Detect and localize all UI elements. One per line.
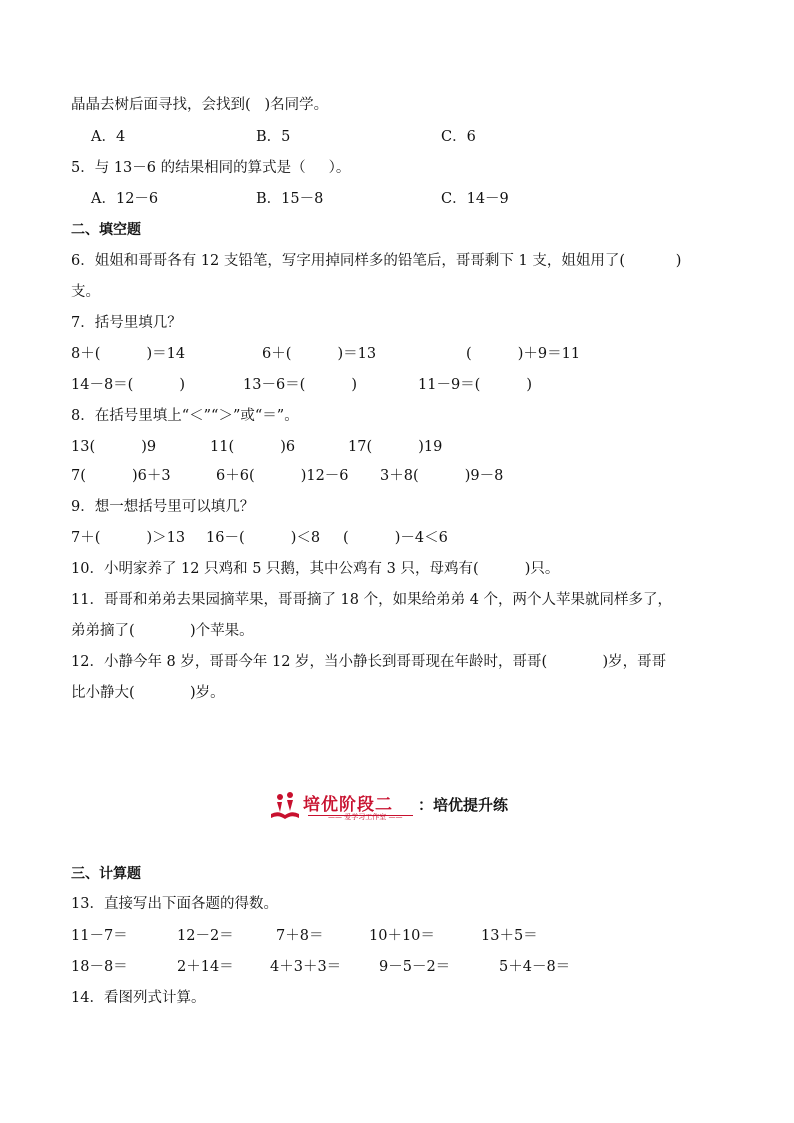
banner-title: 培优阶段二	[303, 795, 393, 815]
q8-r2-c3: 3＋8( )9－8	[380, 468, 504, 484]
section-3-title: 三、计算题	[71, 866, 141, 882]
q13-r2-c2: 2＋14＝	[177, 959, 234, 975]
q13-r1-c2: 12－2＝	[177, 928, 234, 944]
q11-line-2: 弟弟摘了( )个苹果。	[71, 623, 254, 639]
q14-title: 14．看图列式计算。	[71, 990, 206, 1006]
q9-c2: 16－( )＜8	[206, 530, 321, 546]
q8-r2-c2: 6＋6( )12－6	[216, 468, 349, 484]
q13-r2-c3: 4＋3＋3＝	[270, 959, 342, 975]
q6-line-1: 6．姐姐和哥哥各有 12 支铅笔，写字用掉同样多的铅笔后，哥哥剩下 1 支，姐姐用了( )	[71, 253, 682, 269]
q6-line-2: 支。	[71, 284, 100, 300]
q13-r2-c5: 5＋4－8＝	[499, 959, 571, 975]
section-2-title: 二、填空题	[71, 222, 141, 238]
q7-r1-c1: 8＋( )＝14	[71, 346, 186, 362]
q13-r1-c5: 13＋5＝	[481, 928, 538, 944]
q7-title: 7．括号里填几？	[71, 315, 182, 331]
q8-r1-c1: 13( )9	[71, 439, 157, 455]
q9-c1: 7＋( )＞13	[71, 530, 186, 546]
banner-subtitle: —— 爱学习工作室 ——	[328, 813, 403, 821]
q13-r1-c4: 10＋10＝	[369, 928, 435, 944]
q4-option-b: B．5	[256, 129, 291, 145]
q7-r1-c3: ( )＋9＝11	[466, 346, 581, 362]
q8-r2-c1: 7( )6＋3	[71, 468, 171, 484]
q12-line-1: 12．小静今年 8 岁，哥哥今年 12 岁，当小静长到哥哥现在年龄时，哥哥( )岁，哥哥	[71, 654, 667, 670]
q4-stem: 晶晶去树后面寻找，会找到( )名同学。	[71, 97, 329, 113]
q9-title: 9．想一想括号里可以填几？	[71, 499, 255, 515]
q13-r1-c3: 7＋8＝	[276, 928, 324, 944]
q4-option-a: A．4	[91, 129, 126, 145]
q8-r1-c3: 17( )19	[348, 439, 443, 455]
reading-kids-logo-icon	[268, 790, 302, 824]
q13-r1-c1: 11－7＝	[71, 928, 128, 944]
banner-right-text: ：培优提升练	[418, 796, 509, 814]
q7-r2-c1: 14－8＝( )	[71, 377, 186, 393]
q10: 10．小明家养了 12 只鸡和 5 只鹅，其中公鸡有 3 只，母鸡有( )只。	[71, 561, 560, 577]
q5-option-a: A．12－6	[91, 191, 159, 207]
q7-r2-c2: 13－6＝( )	[243, 377, 358, 393]
q7-r2-c3: 11－9＝( )	[418, 377, 533, 393]
q13-r2-c1: 18－8＝	[71, 959, 128, 975]
stage-banner	[268, 790, 538, 830]
q13-r2-c4: 9－5－2＝	[379, 959, 451, 975]
q13-title: 13．直接写出下面各题的得数。	[71, 896, 278, 912]
q8-title: 8．在括号里填上“＜”“＞”或“＝”。	[71, 408, 299, 424]
q5-option-b: B．15－8	[256, 191, 324, 207]
q8-r1-c2: 11( )6	[210, 439, 296, 455]
q11-line-1: 11．哥哥和弟弟去果园摘苹果，哥哥摘了 18 个，如果给弟弟 4 个，两个人苹果就同样多了，	[71, 592, 673, 608]
q5-option-c: C．14－9	[441, 191, 509, 207]
q7-r1-c2: 6＋( )＝13	[262, 346, 377, 362]
q4-option-c: C．6	[441, 129, 476, 145]
q9-c3: ( )－4＜6	[343, 530, 448, 546]
q12-line-2: 比小静大( )岁。	[71, 685, 225, 701]
q5-stem: 5．与 13－6 的结果相同的算式是（ ）。	[71, 160, 351, 176]
